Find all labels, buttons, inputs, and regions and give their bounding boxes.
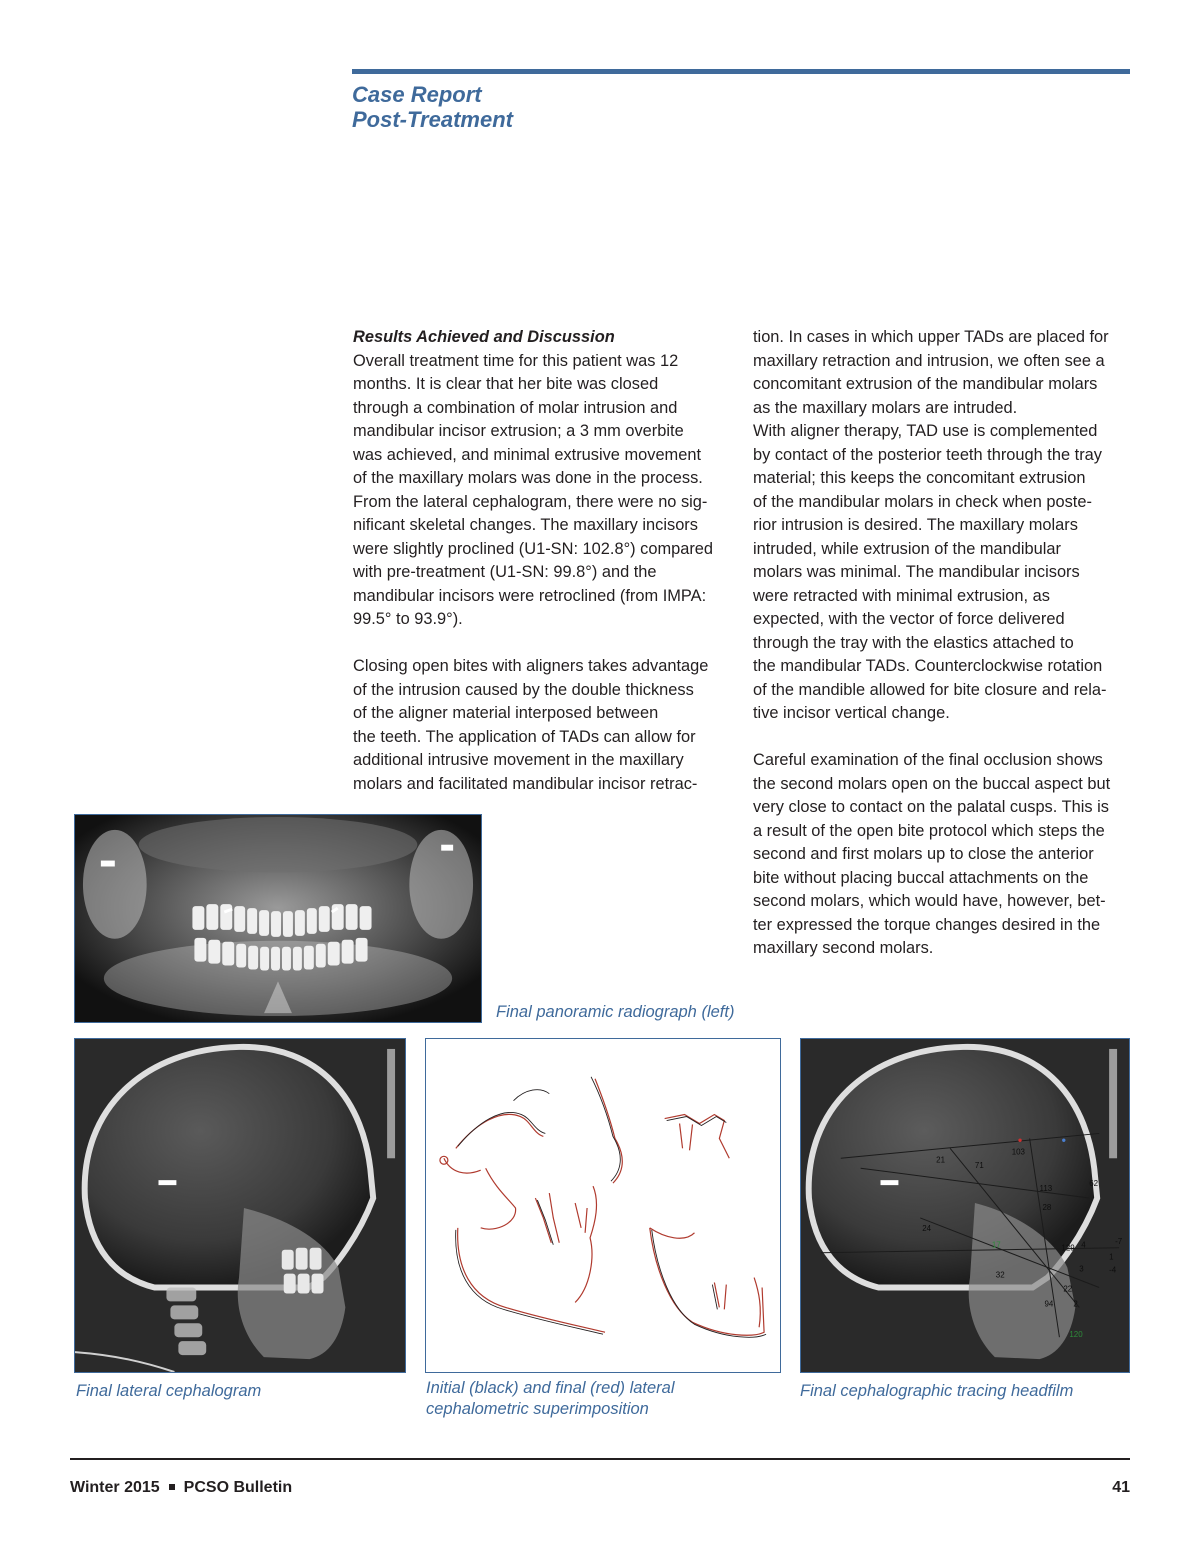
- section-heading: Results Achieved and Discussion: [353, 328, 615, 346]
- tracing-value-94: 94: [1044, 1299, 1054, 1309]
- left-column-text-line: nificant skeletal changes. The maxillary incisors: [353, 516, 698, 534]
- right-column-text-line: material; this keeps the concomitant extrusion: [753, 469, 1086, 487]
- left-column-text-line: additional intrusive movement in the maxillary: [353, 751, 684, 769]
- left-column-text-line: of the aligner material interposed between: [353, 704, 659, 722]
- left-column-text-line: From the lateral cephalogram, there were no sig-: [353, 492, 708, 511]
- left-column-text-line: Overall treatment time for this patient was 12: [353, 351, 679, 370]
- footer-issue: Winter 2015: [70, 1479, 160, 1496]
- superimposition-caption-line-2: cephalometric superimposition: [426, 1400, 649, 1418]
- right-column-text-line: ter expressed the torque changes desired in the: [753, 915, 1101, 934]
- panoramic-caption: Final panoramic radiograph (left): [496, 1003, 735, 1021]
- right-column-text-line: of the mandible allowed for bite closure and rela-: [753, 680, 1107, 699]
- tracing-value-120: 120: [1069, 1330, 1083, 1340]
- tracing-value-21: 21: [936, 1155, 946, 1165]
- tracing-value-28: 28: [1042, 1202, 1052, 1212]
- tracing-value-24: 24: [922, 1223, 932, 1233]
- section-kicker: [352, 82, 513, 132]
- tracing-value-32: 32: [995, 1270, 1005, 1280]
- right-column-text-line: the mandibular TADs. Counterclockwise rotation: [753, 657, 1103, 675]
- right-column-text-line: the second molars open on the buccal aspect but: [753, 774, 1111, 793]
- tracing-value-3: 3: [1079, 1264, 1084, 1274]
- right-column-text-line: very close to contact on the palatal cusps. This is: [753, 798, 1109, 816]
- left-column-text-line: the teeth. The application of TADs can allow for: [353, 727, 696, 746]
- right-column-text-line: through the tray with the elastics attached to: [753, 633, 1074, 652]
- footer-separator: [169, 1484, 175, 1490]
- superimposition-caption: [426, 1378, 675, 1420]
- tracing-value-4: 4: [1081, 1240, 1086, 1250]
- right-column-text-line: Careful examination of the final occlusion shows: [753, 751, 1103, 769]
- left-column: [353, 326, 733, 796]
- right-column-text-line: second molars, which would have, however, bet-: [753, 892, 1106, 910]
- right-column-text-line: rior intrusion is desired. The maxillary molars: [753, 516, 1078, 534]
- left-column-text-line: 99.5° to 93.9°).: [353, 610, 463, 628]
- tracing-value-17: 17: [991, 1240, 1001, 1250]
- left-column-text-line: months. It is clear that her bite was closed: [353, 375, 659, 393]
- left-column-text-line: was achieved, and minimal extrusive movement: [353, 445, 701, 464]
- right-column-text-line: tion. In cases in which upper TADs are placed for: [753, 328, 1109, 346]
- tracing-value-neg7: -7: [1115, 1236, 1123, 1246]
- left-column-text-line: through a combination of molar intrusion and: [353, 398, 678, 417]
- left-column-text-line: mandibular incisor extrusion; a 3 mm overbite: [353, 422, 684, 440]
- tracing-marker-red: ●: [1017, 1135, 1023, 1145]
- right-column-text-line: maxillary retraction and intrusion, we often see a: [753, 351, 1105, 370]
- right-column-text-line: expected, with the vector of force delivered: [753, 610, 1065, 628]
- cephalographic-tracing-headfilm: [800, 1038, 1130, 1373]
- tracing-value-1: 1: [1109, 1252, 1114, 1262]
- left-column-paragraph-gap: [353, 632, 733, 656]
- left-column-text-line: with pre-treatment (U1-SN: 99.8°) and the: [353, 563, 657, 581]
- kicker-line-1: Case Report: [352, 82, 482, 107]
- right-column-text-line: molars was minimal. The mandibular incisors: [753, 563, 1080, 581]
- right-column-text-line: intruded, while extrusion of the mandibular: [753, 539, 1061, 558]
- left-column-text-line: were slightly proclined (U1-SN: 102.8°) compared: [353, 539, 714, 558]
- right-column-text-line: With aligner therapy, TAD use is complemented: [753, 422, 1098, 440]
- right-column-text-line: second and first molars up to close the anterior: [753, 845, 1094, 863]
- tracing-value-103: 103: [1011, 1147, 1025, 1157]
- tracing-marker-blue: ●: [1061, 1135, 1067, 1145]
- panoramic-radiograph: [74, 814, 482, 1023]
- tracing-value-22: 22: [1063, 1284, 1073, 1294]
- tracing-value-neg4: -4: [1109, 1265, 1117, 1275]
- left-column-text-line: of the maxillary molars was done in the process.: [353, 469, 703, 487]
- left-column-text-line: Closing open bites with aligners takes advantage: [353, 657, 709, 675]
- lateral-cephalogram: [74, 1038, 406, 1373]
- left-column-text-line: mandibular incisors were retroclined (from IMPA:: [353, 586, 707, 605]
- footer-rule: [70, 1458, 1130, 1460]
- tracing-value-71: 71: [974, 1161, 984, 1171]
- right-column-text-line: maxillary second molars.: [753, 939, 934, 957]
- right-column-text-line: as the maxillary molars are intruded.: [753, 398, 1018, 417]
- right-column-text-line: of the mandibular molars in check when poste-: [753, 492, 1092, 511]
- tracing-value-62: 62: [1089, 1179, 1099, 1189]
- lateral-caption: Final lateral cephalogram: [76, 1382, 262, 1400]
- superimposition-caption-line-1: Initial (black) and final (red) lateral: [426, 1379, 675, 1397]
- cephalometric-superimposition: [425, 1038, 781, 1373]
- page-number: 41: [1112, 1479, 1130, 1496]
- tracing-caption: Final cephalographic tracing headfilm: [800, 1382, 1074, 1400]
- left-column-text-line: molars and facilitated mandibular incisor retrac-: [353, 774, 698, 793]
- right-column-paragraph-gap: [753, 726, 1138, 750]
- right-column: [753, 326, 1138, 961]
- tracing-value-129: 129: [1061, 1243, 1075, 1253]
- tracing-value-2: 2: [1073, 1299, 1078, 1309]
- right-column-text-line: a result of the open bite protocol which steps the: [753, 821, 1105, 840]
- right-column-text-line: bite without placing buccal attachments on the: [753, 868, 1089, 887]
- kicker-line-2: Post-Treatment: [352, 107, 513, 132]
- tracing-value-113: 113: [1039, 1184, 1053, 1194]
- left-column-text-line: of the intrusion caused by the double thickness: [353, 680, 694, 699]
- top-rule: [352, 69, 1130, 74]
- right-column-text-line: tive incisor vertical change.: [753, 704, 950, 722]
- footer-publication-name: PCSO Bulletin: [183, 1479, 293, 1496]
- footer-publication: [70, 1479, 292, 1497]
- right-column-text-line: were retracted with minimal extrusion, as: [753, 586, 1050, 605]
- right-column-text-line: concomitant extrusion of the mandibular molars: [753, 375, 1098, 393]
- right-column-text-line: by contact of the posterior teeth through the tray: [753, 445, 1102, 464]
